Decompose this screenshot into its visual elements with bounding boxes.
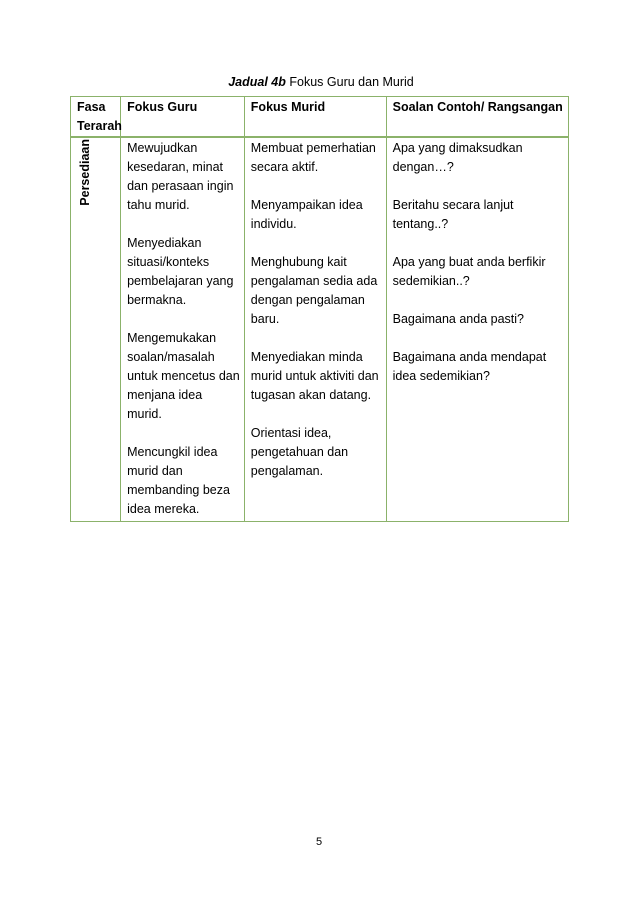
guru-item: Mencungkil idea murid dan membanding beza idea mereka. [127,445,230,516]
murid-item: Menghubung kait pengalaman sedia ada dengan pengalaman baru. [250,255,378,326]
murid-cell [244,137,386,522]
phase-label: Persediaan [78,139,92,206]
focus-table [70,96,569,522]
page-number: 5 [315,836,323,848]
murid-item: Membuat pemerhatian secara aktif. [250,141,376,174]
table-header-row [71,97,569,138]
soalan-item: Apa yang buat anda berfikir sedemikian..? [392,255,546,288]
guru-cell [121,137,245,522]
header-fokus-guru: Fokus Guru [121,97,245,138]
guru-item: Menyediakan situasi/konteks pembelajaran yang bermakna. [127,236,234,307]
soalan-item: Beritahu secara lanjut tentang..? [392,198,514,231]
header-soalan: Soalan Contoh/ Rangsangan [386,97,568,138]
soalan-item: Bagaimana anda mendapat idea sedemikian? [392,350,547,383]
header-fokus-murid: Fokus Murid [244,97,386,138]
table-row [71,137,569,522]
guru-item: Mengemukakan soalan/masalah untuk mencetus dan menjana idea murid. [127,331,240,421]
guru-item: Mewujudkan kesedaran, minat dan perasaan ingin tahu murid. [127,141,234,212]
caption-text: Fokus Guru dan Murid [289,75,414,89]
caption-label: Jadual 4b [228,75,286,89]
phase-cell [71,137,121,522]
soalan-cell [386,137,568,522]
soalan-item: Apa yang dimaksudkan dengan…? [392,141,523,174]
soalan-item: Bagaimana anda pasti? [392,312,524,326]
murid-item: Orientasi idea, pengetahuan dan pengalaman. [250,426,349,478]
murid-item: Menyediakan minda murid untuk aktiviti dan tugasan akan datang. [250,350,379,402]
header-fasa: Fasa Terarah [71,97,121,138]
murid-item: Menyampaikan idea individu. [250,198,363,231]
table-caption [0,74,638,90]
